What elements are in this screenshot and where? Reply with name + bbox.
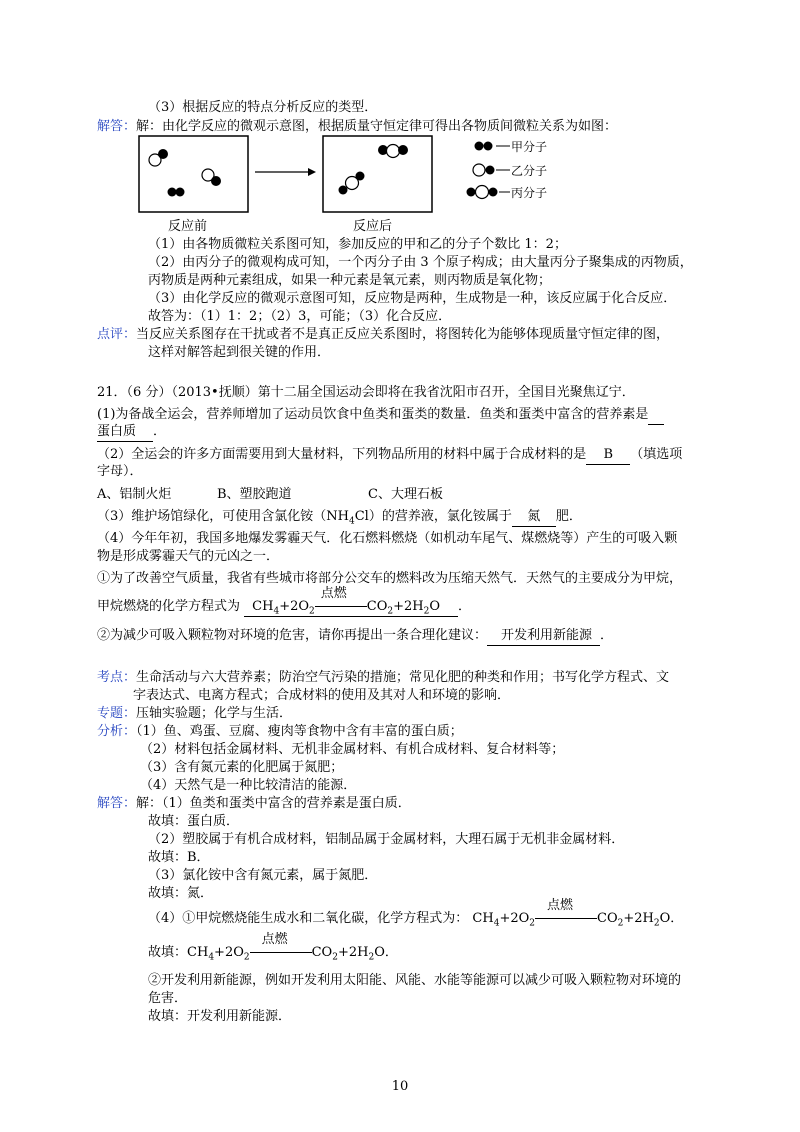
solution-3: （3）氯化铵中含有氮元素，属于氮肥． bbox=[148, 868, 378, 883]
q21-part4-sub1-eq: 甲烷燃烧的化学方程式为 $CH_4+2O_2$ 点燃 $CO_2+2H_2O$ ． bbox=[97, 586, 472, 617]
option-b: B、塑胶跑道 bbox=[217, 487, 292, 502]
solution-4-answer-label: 故填： bbox=[148, 945, 188, 960]
q21-part4-sub2: ②为减少可吸入颗粒物对环境的危害，请你再提出一条合理化建议： 开发利用新能源 ． bbox=[97, 627, 613, 646]
reaction-condition: 点燃 bbox=[315, 598, 367, 616]
solution-label: 解答： bbox=[97, 119, 137, 134]
analysis-2: （2）材料包括金属材料、无机非金属材料、有机合成材料、复合材料等； bbox=[140, 742, 565, 757]
q21-part3-tail: 肥． bbox=[555, 509, 582, 524]
solution2-label: 解答： bbox=[97, 796, 137, 811]
key-points bbox=[97, 669, 669, 687]
svg-text:乙分子: 乙分子 bbox=[511, 164, 548, 178]
q21-part3 bbox=[97, 508, 582, 527]
solution-5-cont: 危害． bbox=[148, 991, 188, 1006]
solution-5-answer: 故填：开发利用新能源． bbox=[148, 1009, 292, 1024]
prev-final-answer: 故答为：（1）1：2；（2）3，可能；（3）化合反应． bbox=[148, 309, 452, 324]
prev-answer-2a: （2）由丙分子的微观构成可知，一个丙分子由 3 个原子构成；由大量丙分子聚集成的丙物质， bbox=[148, 255, 693, 270]
legend-bing bbox=[467, 185, 548, 200]
solution-5: ②开发利用新能源，例如开发利用太阳能、风能、水能等能源可以减少可吸入颗粒物对环境的 bbox=[148, 973, 682, 988]
after-box bbox=[323, 136, 432, 212]
q21-part1-answer-line bbox=[97, 423, 166, 442]
solution-3-answer: 故填：氮． bbox=[148, 886, 214, 901]
legend-jia bbox=[475, 139, 548, 154]
before-label: 反应前 bbox=[168, 219, 208, 234]
solution-4-answer-equation: $CH_4+2O_2$ 点燃 $CO_2+2H_2O$． bbox=[187, 932, 398, 963]
q21-part4-sub2-answer: 开发利用新能源 bbox=[487, 627, 600, 646]
q21-part4a: （4）今年年初，我国多地爆发雾霾天气．化石燃料燃烧（如机动车尾气、煤燃烧等）产生的可吸入颗 bbox=[97, 531, 678, 546]
q21-part2-tail: （填选项 bbox=[630, 447, 683, 462]
analysis-label: 分析： bbox=[97, 724, 137, 739]
q21-part2-cont: 字母）． bbox=[97, 464, 143, 479]
solution-2: （2）塑胶属于有机合成材料，铝制品属于金属材料，大理石属于无机非金属材料． bbox=[148, 832, 625, 847]
key-points-text-1: 生命活动与六大营养素；防治空气污染的措施；常见化肥的种类和作用；书写化学方程式、文 bbox=[136, 670, 670, 685]
key-points-label: 考点： bbox=[97, 670, 137, 685]
prev-answer-3: （3）由化学反应的微观示意图可知，反应物是两种，生成物是一种，该反应属于化合反应． bbox=[148, 291, 677, 306]
q21-part1 bbox=[97, 406, 664, 425]
option-a: A、铝制火炬 bbox=[97, 487, 172, 502]
solution-text: 解：由化学反应的微观示意图，根据质量守恒定律可得出各物质间微粒关系为如图： bbox=[136, 119, 618, 134]
svg-text:甲分子: 甲分子 bbox=[511, 140, 548, 154]
q21-heading: 21．（6 分）（2013•抚顺）第十二届全国运动会即将在我省沈阳市召开，全国目光聚焦辽宁． bbox=[97, 385, 635, 400]
q21-part3-mid: Cl）的营养液，氯化铵属于 bbox=[354, 509, 512, 524]
blank-lead bbox=[648, 406, 664, 425]
prev-comment bbox=[97, 326, 669, 344]
q21-part2-answer: B bbox=[586, 446, 630, 465]
solution-4-equation: $CH_4+2O_2$ 点燃 $CO_2+2H_2O$． bbox=[472, 898, 684, 929]
solution-4-text: （4）①甲烷燃烧能生成水和二氧化碳，化学方程式为： bbox=[148, 911, 469, 926]
comment-label: 点评： bbox=[97, 327, 137, 342]
solution-1 bbox=[97, 795, 411, 813]
svg-text:丙分子: 丙分子 bbox=[511, 186, 548, 200]
comment-text-1: 当反应关系图存在干扰或者不是真正反应关系图时，将图转化为能够体现质量守恒定律的图， bbox=[136, 327, 670, 342]
analysis-3: （3）含有氮元素的化肥属于氮肥； bbox=[140, 760, 344, 775]
reaction-diagram bbox=[138, 132, 608, 234]
prev-answer-1: （1）由各物质微粒关系图可知，参加反应的甲和乙的分子个数比 1：2； bbox=[148, 237, 567, 252]
solution-4 bbox=[148, 898, 684, 929]
before-box bbox=[139, 136, 248, 212]
q21-part4-sub2-text: ②为减少可吸入颗粒物对环境的危害，请你再提出一条合理化建议： bbox=[97, 628, 488, 643]
topic-label: 专题： bbox=[97, 706, 137, 721]
legend-yi bbox=[473, 163, 547, 178]
analysis-text-1: （1）鱼、鸡蛋、豆腐、瘦肉等食物中含有丰富的蛋白质； bbox=[136, 724, 463, 739]
prev-step-3: （3）根据反应的特点分析反应的类型． bbox=[148, 100, 378, 115]
q21-part1-text: (1)为备战全运会，营养师增加了运动员饮食中鱼类和蛋类的数量．鱼类和蛋类中富含的营养素是 bbox=[97, 407, 649, 422]
after-label: 反应后 bbox=[353, 219, 393, 234]
q21-part2 bbox=[97, 446, 682, 465]
period: ． bbox=[153, 424, 167, 439]
q21-part1-answer: 蛋白质 bbox=[97, 423, 153, 442]
solution-4-answer bbox=[148, 932, 398, 963]
page-number: 10 bbox=[391, 1079, 409, 1094]
option-c: C、大理石板 bbox=[368, 487, 443, 502]
solution2-text: 解：（1）鱼类和蛋类中富含的营养素是蛋白质． bbox=[136, 796, 411, 811]
prev-comment-2: 这样对解答起到很关键的作用． bbox=[148, 345, 331, 360]
solution-2-answer: 故填：B． bbox=[148, 850, 210, 865]
q21-equation-answer: $CH_4+2O_2$ 点燃 $CO_2+2H_2O$ bbox=[244, 598, 458, 617]
analysis-1 bbox=[97, 723, 463, 741]
analysis-4: （4）天然气是一种比较清洁的能源． bbox=[140, 778, 357, 793]
q21-part4-sub1: ①为了改善空气质量，我省有些城市将部分公交车的燃料改为压缩天然气．天然气的主要成分为甲烷， bbox=[97, 571, 683, 586]
solution-1-answer: 故填：蛋白质． bbox=[148, 814, 240, 829]
q21-part4-sub1-text: 甲烷燃烧的化学方程式为 bbox=[97, 599, 241, 614]
q21-part3-pre: （3）维护场馆绿化，可使用含氯化铵（NH bbox=[97, 509, 349, 524]
q21-part4b: 物是形成雾霾天气的元凶之一． bbox=[97, 549, 280, 564]
before-molecules bbox=[149, 149, 221, 197]
q21-part2-text: （2）全运会的许多方面需要用到大量材料，下列物品所用的材料中属于合成材料的是 bbox=[97, 447, 587, 462]
prev-answer-2b: 丙物质是两种元素组成，如果一种元素是氧元素，则丙物质是氧化物； bbox=[148, 273, 552, 288]
nh4-subscript: 4 bbox=[348, 516, 355, 527]
q21-part3-answer: 氮 bbox=[512, 508, 556, 527]
topic bbox=[97, 705, 292, 723]
key-points-2: 字表达式、电离方程式；合成材料的使用及其对人和环境的影响． bbox=[133, 688, 511, 703]
topic-text: 压轴实验题；化学与生活． bbox=[136, 706, 293, 721]
after-molecules bbox=[339, 145, 409, 195]
